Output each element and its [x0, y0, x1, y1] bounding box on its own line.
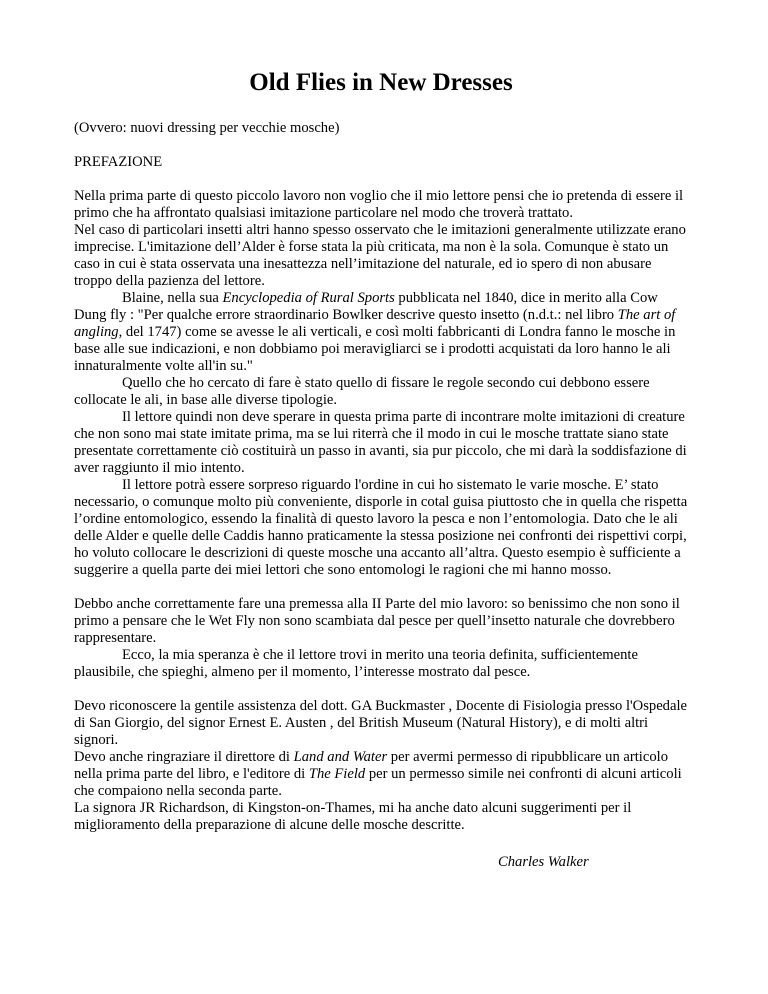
publication-land-and-water: Land and Water — [293, 749, 388, 765]
document-title: Old Flies in New Dresses — [249, 69, 513, 96]
paragraph-6: Il lettore potrà essere sorpreso riguardo l'ordine in cui ho sistemato le varie mosche. E’ stato necessario, o comunque molto più conveniente, disporle in cotal guisa piuttosto che in quella che rispetta l’ordine entomologico, essendo la finalità di questo lavoro la pesca e non l’entomologia. Dato che le ali delle Alder e quelle delle Caddis hanno praticamente la stessa posizione nei confronti dei rispettivi corpi, ho voluto collocare le descrizioni di queste mosche una accanto all’altra. Questo esempio è sufficiente a suggerire a quella parte dei miei lettori che sono entomologi le ragioni che mi hanno mosso. — [74, 477, 688, 578]
paragraph-11: La signora JR Richardson, di Kingston-on-Thames, mi ha anche dato alcuni suggerimenti per il miglioramento della preparazione di alcune delle mosche descritte. — [74, 800, 632, 833]
book-title-encyclopedia: Encyclopedia of Rural Sports — [222, 290, 395, 306]
paragraph-7: Debbo anche correttamente fare una premessa alla II Parte del mio lavoro: so benissimo che non sono il primo a pensare che le Wet Fly non sono scambiata dal pesce per quell’insetto naturale che dovrebbero rappresentare. — [74, 596, 680, 646]
paragraph-10-part-e: per un permesso simile nei confronti di alcuni articoli che compaiono nella seconda parte. — [74, 766, 682, 799]
paragraph-10-part-c: per avermi permesso di ripubblicare un articolo nella prima parte del libro, e l'editore di — [74, 749, 668, 782]
paragraph-3 — [74, 290, 688, 375]
document-subtitle: (Ovvero: nuovi dressing per vecchie mosche) — [74, 120, 340, 136]
paragraph-10-part-a: Devo anche ringraziare il direttore di — [74, 749, 294, 765]
paragraph-4: Quello che ho cercato di fare è stato quello di fissare le regole secondo cui debbono essere collocate le ali, in base alle diverse tipologie. — [74, 375, 650, 408]
book-title-art-of-angling: The art of angling — [74, 307, 676, 340]
author-signature: Charles Walker — [498, 854, 589, 870]
paragraph-10 — [74, 749, 688, 800]
section-heading: PREFAZIONE — [74, 154, 163, 170]
paragraph-9: Devo riconoscere la gentile assistenza del dott. GA Buckmaster , Docente di Fisiologia presso l'Ospedale di San Giorgio, del signor Ernest E. Austen , del British Museum (Natural History), e di molti altri signori. — [74, 698, 687, 748]
paragraph-5: Il lettore quindi non deve sperare in questa prima parte di incontrare molte imitazioni di creature che non sono mai state imitate prima, ma se lui riterrà che il modo in cui le mosche trattate siano state presentate correttamente ciò costituirà un passo in avanti, sia pur piccolo, che mi darà la soddisfazione di aver raggiunto il mio intento. — [74, 409, 687, 476]
paragraph-2: Nel caso di particolari insetti altri hanno spesso osservato che le imitazioni generalmente utilizzate erano imprecise. L'imitazione dell’Alder è forse stata la più criticata, ma non è la sola. Comunque è stato un caso in cui è stata osservata una inesattezza nell’imitazione del naturale, ed io spero di non abusare troppo della pazienza del lettore. — [74, 222, 686, 289]
paragraph-3-part-c: pubblicata nel 1840, dice in merito alla Cow Dung fly : "Per qualche errore straordinario Bowlker descrive questo insetto (n.d.t.: nel libro — [74, 290, 658, 323]
paragraph-8: Ecco, la mia speranza è che il lettore trovi in merito una teoria definita, sufficientemente plausibile, che spieghi, almeno per il momento, l’interesse mostrato dal pesce. — [74, 647, 638, 680]
paragraph-3-part-e: , del 1747) come se avesse le ali verticali, e così molti fabbricanti di Londra fanno le mosche in base alle sue indicazioni, e non dobbiamo poi meravigliarci se i prodotti acquistati da loro hanno le ali innaturalmente volte all'in su." — [74, 324, 676, 374]
paragraph-3-part-a: Blaine, nella sua — [122, 290, 223, 306]
publication-the-field: The Field — [308, 766, 366, 782]
paragraph-1: Nella prima parte di questo piccolo lavoro non voglio che il mio lettore pensi che io pretenda di essere il primo che ha affrontato qualsiasi imitazione particolare nel modo che troverà trattato. — [74, 188, 684, 221]
